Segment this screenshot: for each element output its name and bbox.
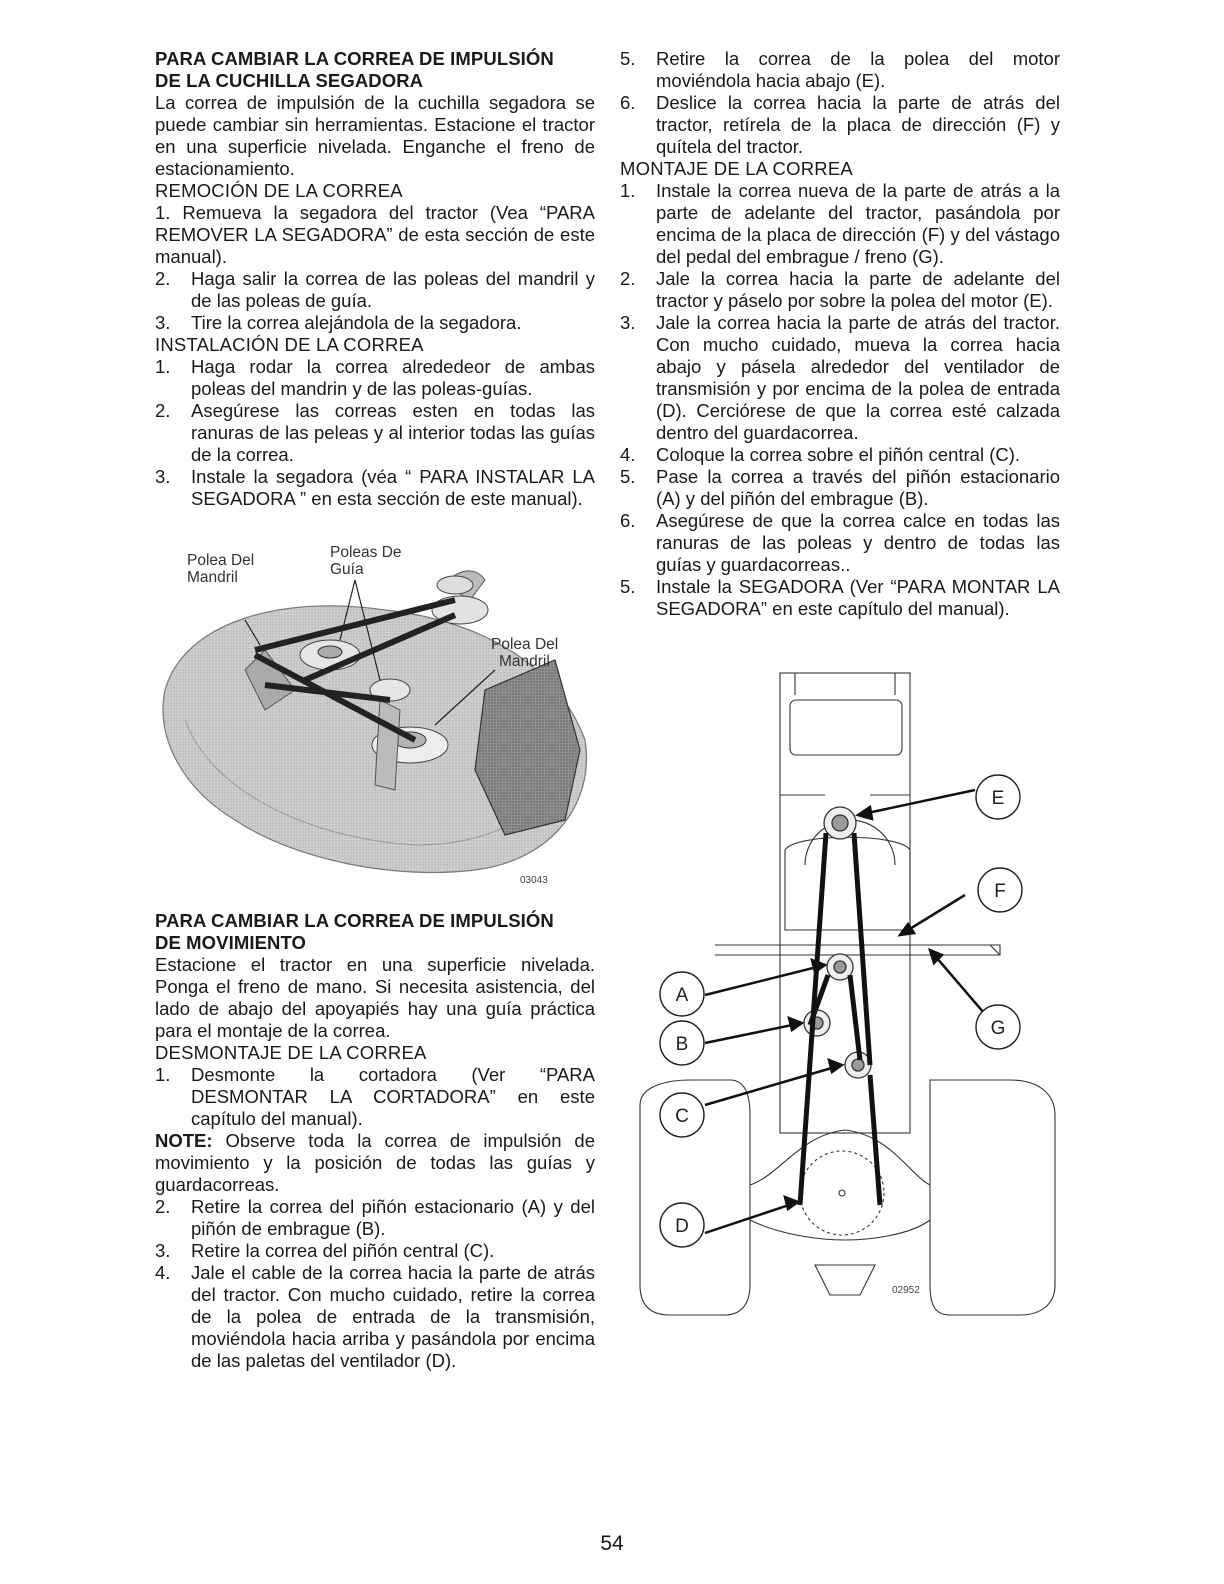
removal-steps — [155, 268, 595, 334]
tractor-belt-diagram — [630, 665, 1070, 1345]
mower-deck-figure — [155, 540, 595, 890]
note-label: NOTE: — [155, 1130, 213, 1151]
fig1-label-guide-pulleys: Poleas De Guía — [330, 544, 402, 578]
left-column — [155, 48, 595, 510]
dismount-step: 1. Desmonte la cortadora (Ver “PARA DESMONTAR LA CORTADORA” en este capítulo del manual). — [155, 1064, 595, 1129]
install-steps — [155, 356, 595, 510]
note-text: Observe toda la correa de impulsión de movimiento y la posición de todas las guías y guardacorreas. — [155, 1130, 595, 1195]
removal-step: 6. Deslice la correa hacia la parte de atrás del tractor, retírela de la placa de dirección (F) y quítela del tractor. — [620, 92, 1060, 157]
mount-step: 3. Jale la correa hacia la parte de atrás del tractor. Con mucho cuidado, mueva la correa hacia abajo y pásela alrededor del ventilador de transmisión y por encima de la polea de entrada (D). Cerciórese de que la correa esté calzada dentro del guardacorrea. — [620, 312, 1060, 443]
section2-intro: Estacione el tractor en una superficie nivelada. Ponga el freno de mano. Si necesita asistencia, del lado de abajo del apoyapiés hay una guía práctica para el montaje de la correa. — [155, 954, 595, 1041]
dismount-step: 4. Jale el cable de la correa hacia la parte de atrás del tractor. Con mucho cuidado, retire la correa de la polea de entrada de la transmisión, moviéndola hacia arriba y pasándola por encima de las paletas del ventilador (D). — [155, 1262, 595, 1371]
section1-title-line1: PARA CAMBIAR LA CORREA DE IMPULSIÓN — [155, 48, 554, 69]
right-column — [620, 48, 1060, 620]
mount-step: 5. Instale la SEGADORA (Ver “PARA MONTAR LA SEGADORA” en este capítulo del manual). — [620, 576, 1060, 619]
page-number: 54 — [600, 1532, 624, 1555]
removal-step: 2. Haga salir la correa de las poleas del mandril y de las poleas de guía. — [155, 268, 595, 311]
mount-step: 5. Pase la correa a través del piñón estacionario (A) y del piñón del embrague (B). — [620, 466, 1060, 509]
tractor-belt-illustration — [630, 665, 1070, 1345]
install-heading: INSTALACIÓN DE LA CORREA — [155, 334, 424, 355]
mount-heading: MONTAJE DE LA CORREA — [620, 158, 853, 179]
mount-steps — [620, 180, 1060, 620]
fig2-code: 02952 — [892, 1285, 920, 1296]
mount-step: 6. Asegúrese de que la correa calce en todas las ranuras de las poleas y dentro de todas las guías y guardacorreas.. — [620, 510, 1060, 575]
section2-title-line2: DE MOVIMIENTO — [155, 932, 307, 953]
install-step: 1. Haga rodar la correa alrededeor de ambas poleas del mandrin y de las poleas-guías. — [155, 356, 595, 399]
fig1-label-spindle-pulley-right: Polea Del Mandril — [491, 636, 559, 670]
install-step: 2. Asegúrese las correas esten en todas las ranuras de las peleas y al interior todas las guías de la correa. — [155, 400, 595, 465]
fig1-label-spindle-pulley-left: Polea Del Mandril — [187, 552, 255, 586]
dismount-steps-1 — [155, 1064, 595, 1130]
dismount-step: 3. Retire la correa del piñón central (C). — [155, 1240, 495, 1261]
removal-steps-continued — [620, 48, 1060, 158]
mount-step: 1. Instale la correa nueva de la parte de atrás a la parte de adelante del tractor, pasándola por encima de la placa de dirección (F) y del vástago del pedal del embrague / freno (G). — [620, 180, 1060, 267]
dismount-heading: DESMONTAJE DE LA CORREA — [155, 1042, 427, 1063]
section2-title-line1: PARA CAMBIAR LA CORREA DE IMPULSIÓN — [155, 910, 554, 931]
removal-step-1: 1. Remueva la segadora del tractor (Vea “PARA REMOVER LA SEGADORA” de esta sección de este manual). — [155, 202, 595, 267]
dismount-step: 2. Retire la correa del piñón estacionario (A) y del piñón de embrague (B). — [155, 1196, 595, 1239]
callout-f: F — [994, 881, 1006, 902]
mount-step: 2. Jale la correa hacia la parte de adelante del tractor y páselo por sobre la polea del motor (E). — [620, 268, 1060, 311]
removal-step: 3. Tire la correa alejándola de la segadora. — [155, 312, 522, 333]
callout-b: B — [675, 1034, 689, 1055]
mount-step: 4. Coloque la correa sobre el piñón central (C). — [620, 444, 1021, 465]
fig1-code: 03043 — [520, 875, 548, 886]
callout-g: G — [990, 1018, 1006, 1039]
note-paragraph — [155, 1130, 595, 1196]
section1-title-line2: DE LA CUCHILLA SEGADORA — [155, 70, 424, 91]
removal-heading: REMOCIÓN DE LA CORREA — [155, 180, 403, 201]
removal-step: 5. Retire la correa de la polea del motor moviéndola hacia abajo (E). — [620, 48, 1060, 91]
section1-intro: La correa de impulsión de la cuchilla segadora se puede cambiar sin herramientas. Estacione el tractor en una superficie nivelada. Enganche el freno de estacionamiento. — [155, 92, 595, 179]
dismount-steps-2 — [155, 1196, 595, 1372]
callout-d: D — [675, 1216, 689, 1237]
callout-c: C — [675, 1106, 689, 1127]
callout-a: A — [675, 985, 689, 1006]
left-column-section2 — [155, 910, 595, 1372]
mower-deck-illustration — [155, 540, 595, 890]
install-step: 3. Instale la segadora (véa “ PARA INSTALAR LA SEGADORA ” en esta sección de este manual). — [155, 466, 595, 509]
callout-e: E — [991, 788, 1005, 809]
